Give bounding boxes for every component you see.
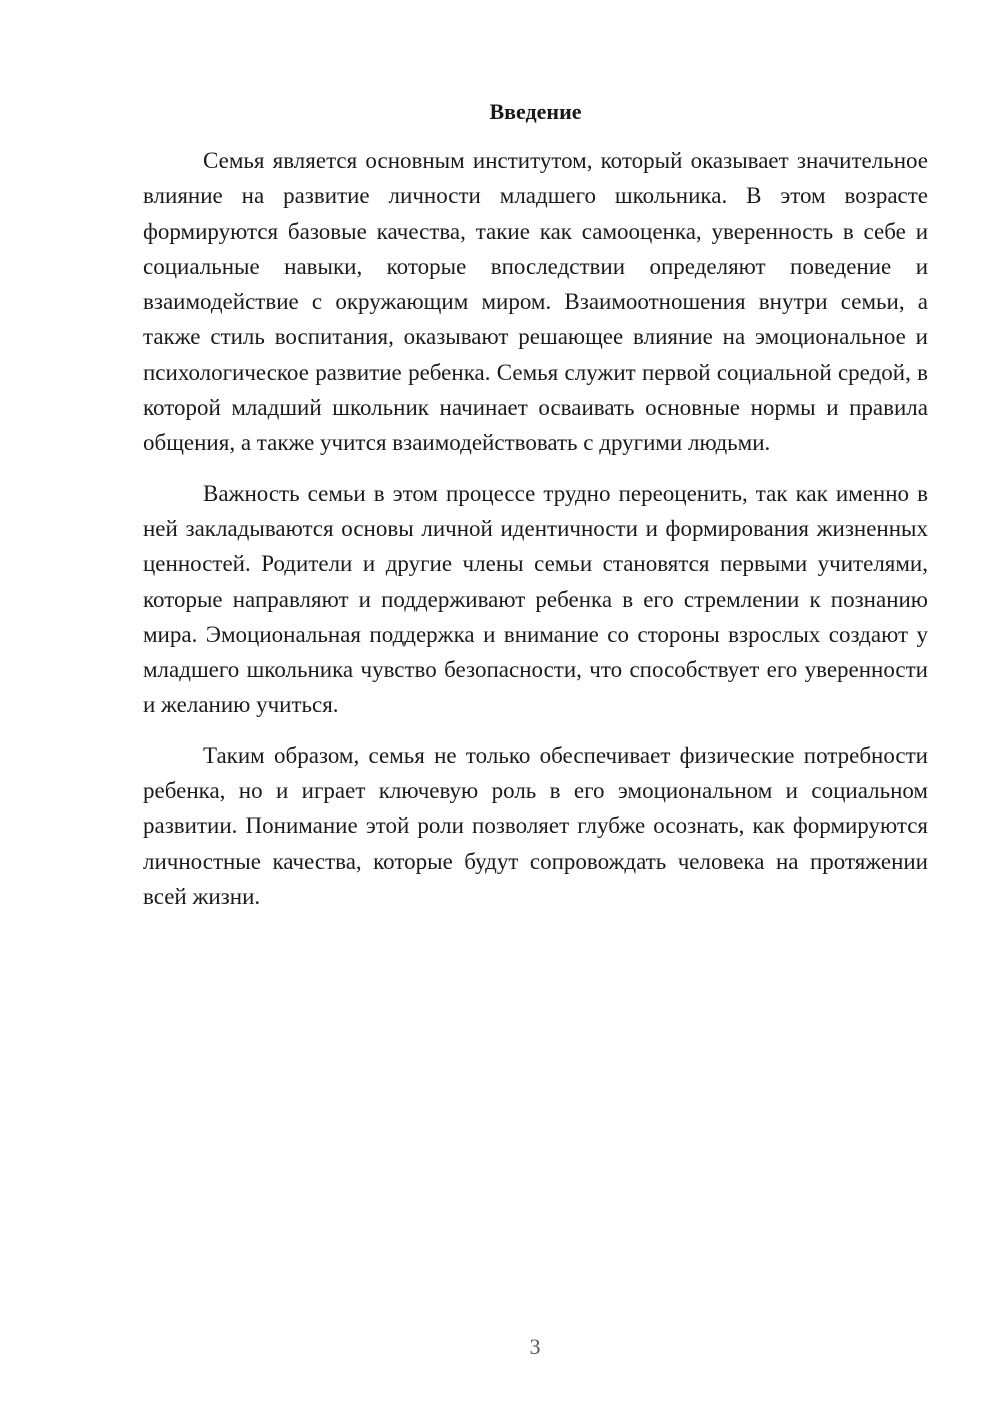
page-number: 3 (529, 1334, 541, 1359)
paragraph-3: Таким образом, семья не только обеспечивает физические потребности ребенка, но и играет ключевую роль в его эмоциональном и социальном развитии. Понимание этой роли позволяет глубже осознать, как формируются личностные качества, которые будут сопровождать человека на протяжении всей жизни. (143, 742, 928, 909)
section-heading: Введение (489, 99, 582, 124)
paragraph-2: Важность семьи в этом процессе трудно переоценить, так как именно в ней закладываются основы личной идентичности и формирования жизненных ценностей. Родители и другие члены семьи становятся первыми учителями, которые направляют и поддерживают ребенка в его стремлении к познанию мира. Эмоциональная поддержка и внимание со стороны взрослых создают у младшего школьника чувство безопасности, что способствует его уверенности и желанию учиться. (143, 480, 928, 718)
paragraph-1: Семья является основным институтом, который оказывает значительное влияние на развитие личности младшего школьника. В этом возрасте формируются базовые качества, такие как самооценка, уверенность в себе и социальные навыки, которые впоследствии определяют поведение и взаимодействие с окружающим миром. Взаимоотношения внутри семьи, а также стиль воспитания, оказывают решающее влияние на эмоциональное и психологическое развитие ребенка. Семья служит первой социальной средой, в которой младший школьник начинает осваивать основные нормы и правила общения, а также учится взаимодействовать с другими людьми. (143, 148, 928, 456)
body-text (143, 143, 928, 929)
